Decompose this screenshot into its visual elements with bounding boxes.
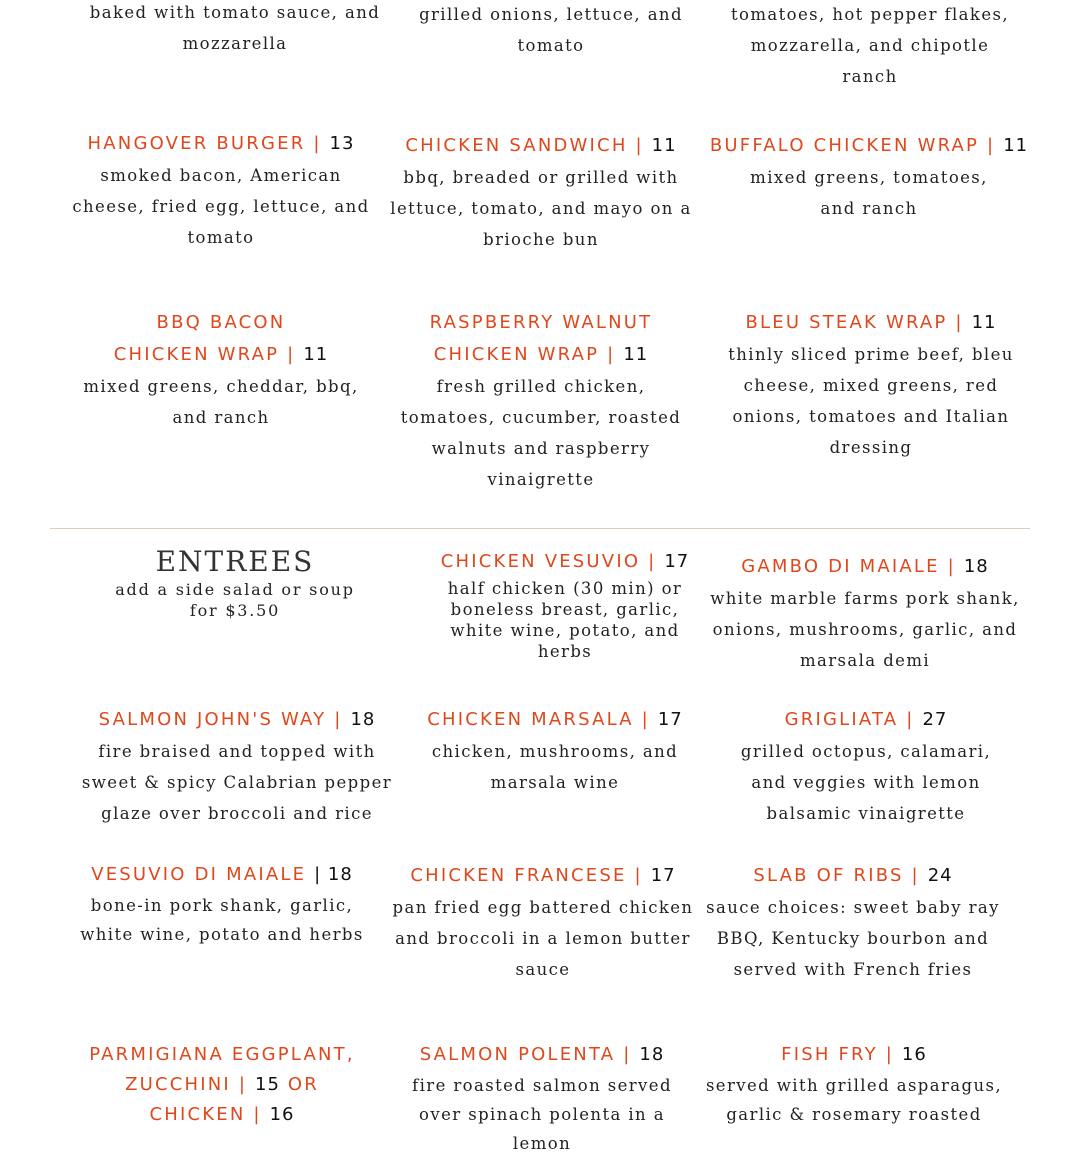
- section-divider: [50, 528, 1030, 529]
- item-title: [80, 307, 362, 371]
- item-description: white marble farms pork shank, onions, mushrooms, garlic, and marsala demi: [710, 589, 1020, 670]
- item-title: [710, 551, 1020, 583]
- item-description: bone-in pork shank, garlic, white wine, potato and herbs: [80, 896, 364, 944]
- item-description: pan fried egg battered chicken and broccoli in a lemon butter sauce: [392, 898, 694, 979]
- item-price: | 18: [314, 864, 353, 885]
- item-price-alt: 16: [269, 1104, 295, 1125]
- item-price: 17: [664, 551, 690, 572]
- item-name: VESUVIO DI MAIALE: [91, 864, 307, 885]
- item-description: smoked bacon, American cheese, fried egg, lettuce, and tomato: [72, 166, 370, 247]
- item-price: 11: [971, 312, 997, 333]
- item-description: fresh grilled chicken, tomatoes, cucumber, roasted walnuts and raspberry vinaigrette: [400, 377, 682, 489]
- item-description: half chicken (30 min) or boneless breast, garlic, white wine, potato, and herbs: [447, 579, 683, 661]
- item-title: [80, 1040, 364, 1130]
- item-description: sauce choices: sweet baby ray BBQ, Kentucky bourbon and served with French fries: [706, 898, 1000, 979]
- item-name: PARMIGIANA EGGPLANT, ZUCCHINI |: [89, 1044, 355, 1095]
- menu-item-raspberry-walnut-chicken-wrap: [390, 307, 692, 495]
- item-description: thinly sliced prime beef, bleu cheese, mixed greens, red onions, tomatoes and Italian dressing: [728, 345, 1014, 457]
- item-name: CHICKEN SANDWICH |: [405, 135, 644, 156]
- menu-item-chicken-sandwich: [390, 130, 692, 255]
- item-title: [70, 128, 372, 160]
- item-name: HANGOVER BURGER |: [87, 133, 322, 154]
- item-price: 11: [651, 135, 677, 156]
- item-name: CHICKEN MARSALA |: [427, 709, 650, 730]
- item-title: [390, 1039, 694, 1071]
- item-price: 18: [963, 556, 989, 577]
- item-name: BLEU STEAK WRAP |: [745, 312, 964, 333]
- item-name: SALMON POLENTA |: [419, 1044, 632, 1065]
- item-name: FISH FRY |: [781, 1044, 894, 1065]
- menu-item-vesuvio-di-maiale: [80, 859, 364, 949]
- item-description: fire roasted salmon served over spinach polenta in a lemon: [412, 1076, 672, 1153]
- menu-item-chicken-marsala: [410, 704, 700, 798]
- menu-item: [405, 0, 697, 61]
- item-price: 15: [255, 1074, 280, 1095]
- item-title: [425, 546, 705, 578]
- item-name: GAMBO DI MAIALE |: [741, 556, 956, 577]
- item-name: GRIGLIATA |: [784, 709, 915, 730]
- item-name: SLAB OF RIBS |: [753, 865, 920, 886]
- item-price: 17: [657, 709, 683, 730]
- menu-item-parmigiana: [80, 1040, 364, 1130]
- item-description: fire braised and topped with sweet & spicy Calabrian pepper glaze over broccoli and rice: [81, 742, 393, 823]
- item-price: 24: [927, 865, 953, 886]
- item-title: [80, 859, 364, 891]
- item-title: [722, 307, 1020, 339]
- item-price: 11: [303, 344, 329, 365]
- item-price: 16: [901, 1044, 927, 1065]
- item-price: 13: [329, 133, 355, 154]
- item-price: 17: [650, 865, 676, 886]
- section-subtitle: add a side salad or soup for $3.50: [115, 580, 355, 620]
- item-name: CHICKEN VESUVIO |: [440, 551, 657, 572]
- menu-item-bleu-steak-wrap: [722, 307, 1020, 463]
- item-description: grilled onions, lettuce, and tomato: [419, 5, 683, 55]
- item-title: [80, 704, 394, 736]
- item-name: BBQ BACON CHICKEN WRAP |: [113, 312, 296, 365]
- item-name: SALMON JOHN'S WAY |: [98, 709, 343, 730]
- menu-item-chicken-vesuvio: [425, 546, 705, 662]
- item-description: bbq, breaded or grilled with lettuce, tomato, and mayo on a brioche bun: [390, 168, 692, 249]
- item-description: served with grilled asparagus, garlic & rosemary roasted: [705, 1076, 1003, 1124]
- item-name: BUFFALO CHICKEN WRAP |: [709, 135, 996, 156]
- entrees-heading: [70, 545, 400, 621]
- item-title: [390, 307, 692, 371]
- item-name: CHICKEN FRANCESE |: [410, 865, 643, 886]
- item-description: tomatoes, hot pepper flakes, mozzarella, and chipotle ranch: [730, 5, 1009, 86]
- menu-item-gambo-di-maiale: [710, 551, 1020, 676]
- menu-item-hangover-burger: [70, 128, 372, 253]
- menu-item-slab-of-ribs: [705, 860, 1001, 985]
- item-description: mixed greens, tomatoes, and ranch: [750, 168, 988, 218]
- item-price: 18: [639, 1044, 665, 1065]
- item-title: [390, 130, 692, 162]
- item-description: baked with tomato sauce, and mozzarella: [89, 3, 381, 53]
- item-price: 18: [350, 709, 376, 730]
- menu-item-fish-fry: [705, 1039, 1003, 1129]
- item-title: [722, 704, 1010, 736]
- item-price: 27: [922, 709, 948, 730]
- item-description: grilled octopus, calamari, and veggies with lemon balsamic vinaigrette: [740, 742, 992, 823]
- section-title: ENTREES: [155, 545, 315, 578]
- menu-item: [720, 0, 1020, 92]
- item-title: [705, 860, 1001, 892]
- menu-item-bbq-bacon-chicken-wrap: [80, 307, 362, 433]
- menu-item-salmon-johns-way: [80, 704, 394, 829]
- item-title: [705, 1039, 1003, 1071]
- item-name-alt: OR CHICKEN |: [149, 1074, 319, 1125]
- menu-item-chicken-francese: [390, 860, 696, 985]
- item-title: [410, 704, 700, 736]
- item-name: RASPBERRY WALNUT CHICKEN WRAP |: [429, 312, 653, 365]
- item-title: [390, 860, 696, 892]
- item-title: [704, 130, 1034, 162]
- item-description: mixed greens, cheddar, bbq, and ranch: [83, 377, 359, 427]
- menu-item-buffalo-chicken-wrap: [704, 130, 1034, 224]
- menu-item-salmon-polenta: [390, 1039, 694, 1158]
- item-description: chicken, mushrooms, and marsala wine: [431, 742, 679, 792]
- item-price: 11: [623, 344, 649, 365]
- menu-item: [80, 0, 390, 59]
- item-price: 11: [1003, 135, 1029, 156]
- menu-item-grigliata: [722, 704, 1010, 829]
